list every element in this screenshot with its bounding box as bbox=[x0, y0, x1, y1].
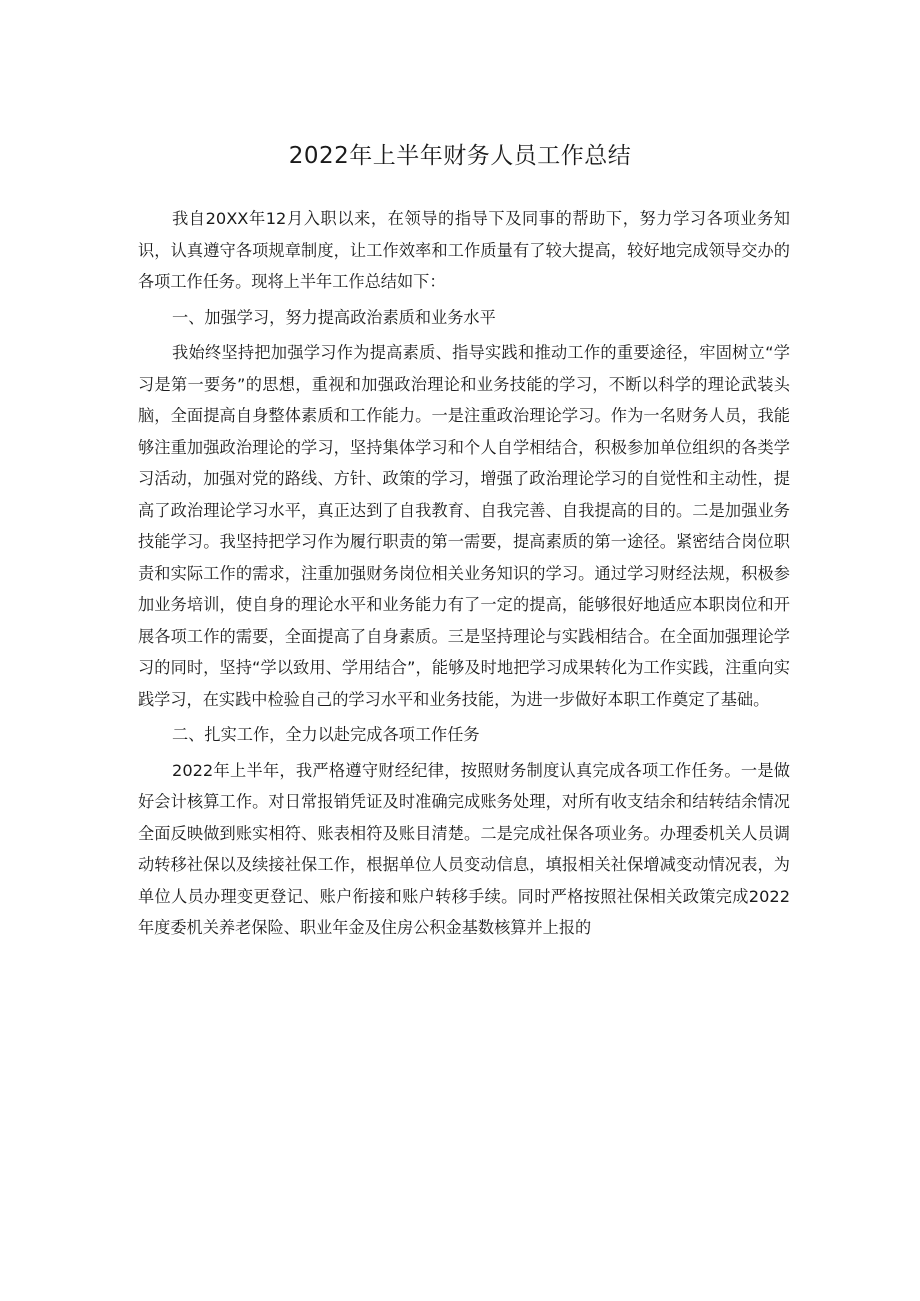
section-2-paragraph: 2022年上半年，我严格遵守财经纪律，按照财务制度认真完成各项工作任务。一是做好会计核算工作。对日常报销凭证及时准确完成账务处理，对所有收支结余和结转结余情况全面反映做到账实相符、账表相符及账目清楚。二是完成社保各项业务。办理委机关人员调动转移社保以及续接社保工作，根据单位人员变动信息，填报相关社保增减变动情况表，为单位人员办理变更登记、账户衔接和账户转移手续。同时严格按照社保相关政策完成2022年度委机关养老保险、职业年金及住房公积金基数核算并上报的 bbox=[138, 760, 790, 937]
document-title: 2022年上半年财务人员工作总结 bbox=[288, 143, 632, 169]
intro-paragraph: 我自20XX年12月入职以来，在领导的指导下及同事的帮助下，努力学习各项业务知识，认真遵守各项规章制度，让工作效率和工作质量有了较大提高，较好地完成领导交办的各项工作任务。现将上半年工作总结如下： bbox=[138, 209, 790, 291]
section-1-paragraph: 我始终坚持把加强学习作为提高素质、指导实践和推动工作的重要途径，牢固树立“学习是第一要务”的思想，重视和加强政治理论和业务技能的学习，不断以科学的理论武装头脑，全面提高自身整体素质和工作能力。一是注重政治理论学习。作为一名财务人员，我能够注重加强政治理论的学习，坚持集体学习和个人自学相结合，积极参加单位组织的各类学习活动，加强对党的路线、方针、政策的学习，增强了政治理论学习的自觉性和主动性，提高了政治理论学习水平，真正达到了自我教育、自我完善、自我提高的目的。二是加强业务技能学习。我坚持把学习作为履行职责的第一需要，提高素质的第一途径。紧密结合岗位职责和实际工作的需求，注重加强财务岗位相关业务知识的学习。通过学习财经法规，积极参加业务培训，使自身的理论水平和业务能力有了一定的提高，能够很好地适应本职岗位和开展各项工作的需要，全面提高了自身素质。三是坚持理论与实践相结合。在全面加强理论学习的同时，坚持“学以致用、学用结合”，能够及时地把学习成果转化为工作实践，注重向实践学习，在实践中检验自己的学习水平和业务技能，为进一步做好本职工作奠定了基础。 bbox=[138, 343, 790, 709]
document-body bbox=[138, 203, 790, 948]
section-heading-1: 一、加强学习，努力提高政治素质和业务水平 bbox=[172, 307, 496, 327]
section-heading-2: 二、扎实工作，全力以赴完成各项工作任务 bbox=[172, 725, 480, 744]
